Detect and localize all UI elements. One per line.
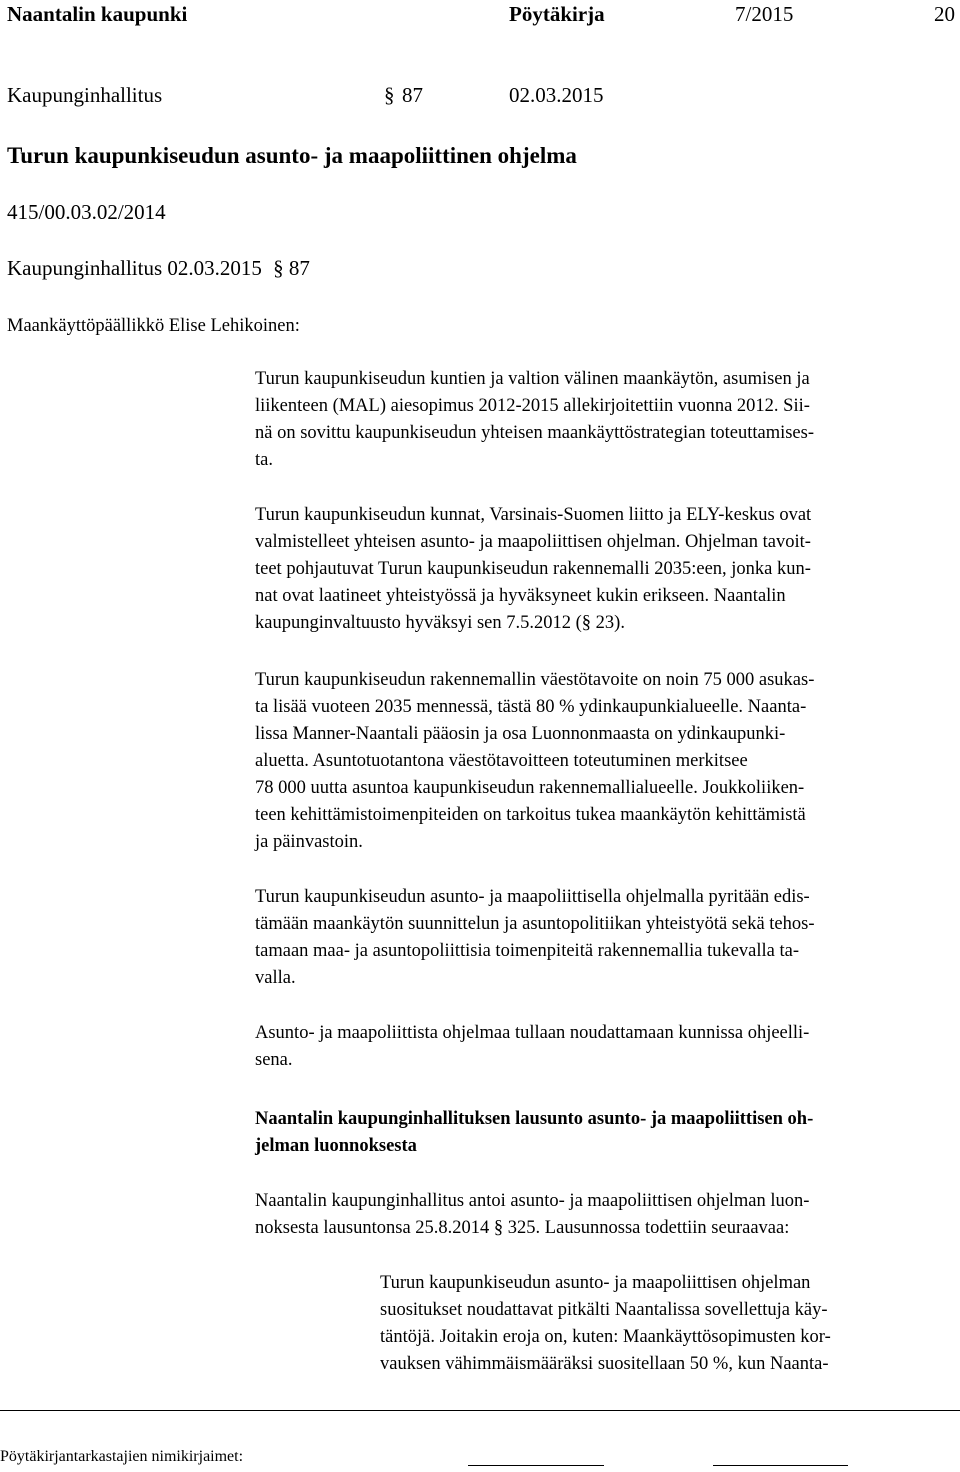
- paragraph-line: Asunto- ja maapoliittista ohjelmaa tullaan noudattamaan kunnissa ohjeelli-: [255, 1023, 810, 1043]
- paragraph-program: [255, 502, 960, 637]
- section-sign: §: [273, 256, 284, 280]
- presenter: Maankäyttöpäällikkö Elise Lehikoinen:: [7, 316, 300, 336]
- statement-paragraph: [255, 1188, 960, 1242]
- quote-line: vauksen vähimmäismääräksi suositellaan 50 %, kun Naanta-: [380, 1354, 829, 1374]
- handling-section: 87: [288, 256, 310, 280]
- paragraph-mal: [255, 366, 960, 474]
- paragraph-line: Turun kaupunkiseudun kuntien ja valtion välinen maankäytön, asumisen ja: [255, 369, 810, 389]
- paragraph-line: tämään maankäytön suunnittelun ja asuntopolitiikan yhteistyötä sekä tehos-: [255, 914, 815, 934]
- subheading: [255, 1106, 960, 1160]
- quote-line: täntöjä. Joitakin eroja on, kuten: Maankäyttösopimusten kor-: [380, 1327, 831, 1347]
- document-type: Pöytäkirja: [509, 2, 605, 26]
- handling-line: [7, 256, 310, 281]
- paragraph-line: tamaan maa- ja asuntopoliittisia toimenpiteitä rakennemallia tukevalla ta-: [255, 941, 800, 961]
- handling-text: Kaupunginhallitus 02.03.2015: [7, 256, 262, 280]
- meeting-date: 02.03.2015: [509, 83, 604, 107]
- meeting-section: 87: [402, 83, 423, 107]
- paragraph-guidance: [255, 1020, 960, 1074]
- paragraph-line: lissa Manner-Naantali pääosin ja osa Luonnonmaasta on ydinkaupunki-: [255, 724, 786, 744]
- protocol-number: 7/2015: [735, 2, 794, 26]
- paragraph-population: [255, 667, 960, 856]
- paragraph-line: valmistelleet yhteisen asunto- ja maapoliittisen ohjelman. Ohjelman tavoit-: [255, 532, 811, 552]
- signature-line-2: [713, 1465, 848, 1466]
- meeting-body: Kaupunginhallitus: [7, 83, 163, 107]
- footer-divider: [0, 1410, 960, 1411]
- paragraph-line: Turun kaupunkiseudun rakennemallin väestötavoite on noin 75 000 asukas-: [255, 670, 815, 690]
- quote-line: Turun kaupunkiseudun asunto- ja maapoliittisen ohjelman: [380, 1273, 811, 1293]
- footer-label: Pöytäkirjantarkastajien nimikirjaimet:: [0, 1448, 244, 1465]
- subheading-line: Naantalin kaupunginhallituksen lausunto asunto- ja maapoliittisen oh-: [255, 1109, 814, 1129]
- quote-line: suositukset noudattavat pitkälti Naantalissa sovellettuja käy-: [380, 1300, 828, 1320]
- paragraph-line: teet pohjautuvat Turun kaupunkiseudun rakennemalli 2035:een, jonka kun-: [255, 559, 811, 579]
- paragraph-line: ja päinvastoin.: [255, 832, 363, 852]
- paragraph-line: ta.: [255, 450, 273, 470]
- paragraph-line: noksesta lausuntonsa 25.8.2014 § 325. Lausunnossa todettiin seuraavaa:: [255, 1218, 790, 1238]
- paragraph-line: teen kehittämistoimenpiteiden on tarkoitus tukea maankäytön kehittämistä: [255, 805, 806, 825]
- paragraph-line: Turun kaupunkiseudun asunto- ja maapoliittisella ohjelmalla pyritään edis-: [255, 887, 810, 907]
- paragraph-line: kaupunginvaltuusto hyväksyi sen 7.5.2012 (§ 23).: [255, 613, 625, 633]
- section-sign: §: [384, 83, 395, 107]
- paragraph-line: aluetta. Asuntotuotantona väestötavoitteen toteutuminen merkitsee: [255, 751, 748, 771]
- subheading-line: jelman luonnoksesta: [255, 1136, 417, 1156]
- paragraph-line: valla.: [255, 968, 296, 988]
- paragraph-line: Turun kaupunkiseudun kunnat, Varsinais-Suomen liitto ja ELY-keskus ovat: [255, 505, 812, 525]
- paragraph-line: nat ovat laatineet yhteistyössä ja hyväksyneet kukin erikseen. Naantalin: [255, 586, 786, 606]
- paragraph-line: 78 000 uutta asuntoa kaupunkiseudun rakennemallialueelle. Joukkoliiken-: [255, 778, 805, 798]
- signature-line-1: [468, 1465, 604, 1466]
- paragraph-line: nä on sovittu kaupunkiseudun yhteisen maankäyttöstrategian toteuttamises-: [255, 423, 814, 443]
- paragraph-line: liikenteen (MAL) aiesopimus 2012-2015 allekirjoitettiin vuonna 2012. Sii-: [255, 396, 810, 416]
- paragraph-line: sena.: [255, 1050, 293, 1070]
- quoted-statement: [380, 1270, 960, 1378]
- page-number: 20: [934, 2, 955, 26]
- paragraph-line: ta lisää vuoteen 2035 mennessä, tästä 80 % ydinkaupunkialueelle. Naanta-: [255, 697, 807, 717]
- record-id: 415/00.03.02/2014: [7, 200, 166, 224]
- paragraph-goals: [255, 884, 960, 992]
- city-name: Naantalin kaupunki: [7, 2, 188, 26]
- item-title: Turun kaupunkiseudun asunto- ja maapoliittinen ohjelma: [7, 143, 577, 168]
- paragraph-line: Naantalin kaupunginhallitus antoi asunto- ja maapoliittisen ohjelman luon-: [255, 1191, 810, 1211]
